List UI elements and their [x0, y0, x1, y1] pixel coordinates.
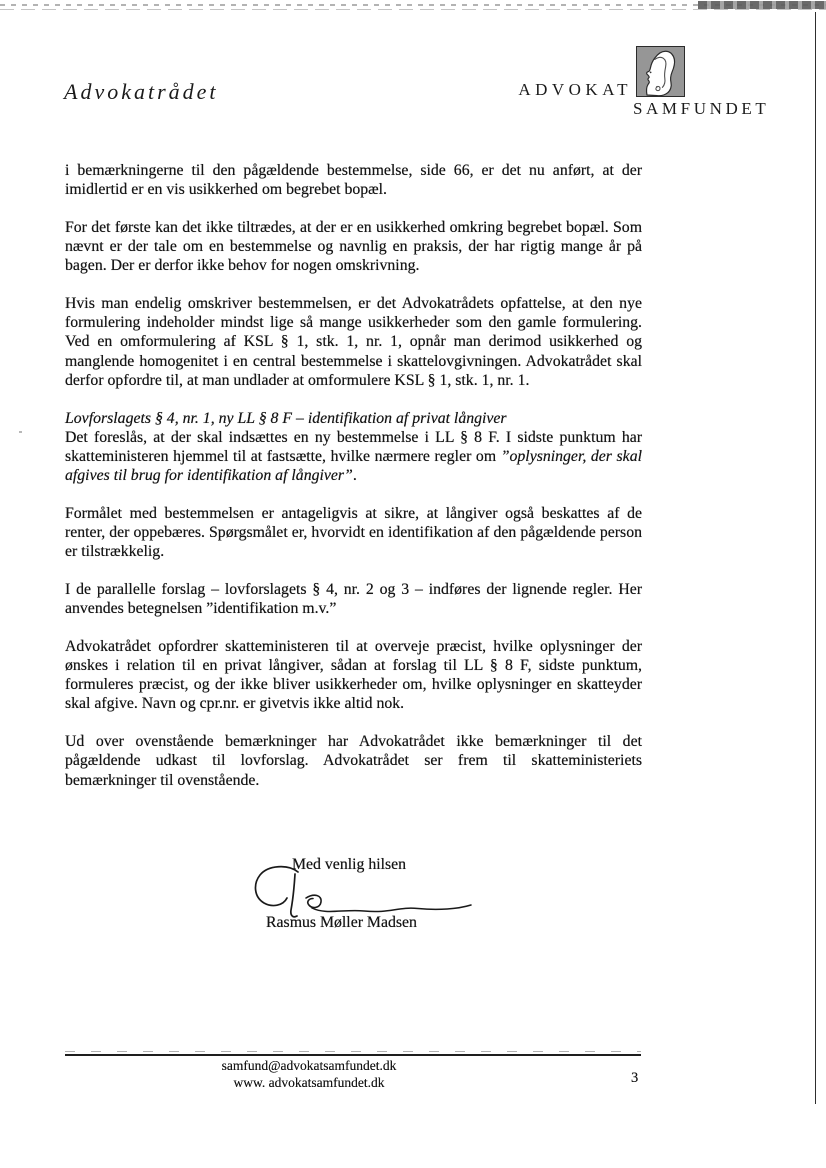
logo-word-samfundet: SAMFUNDET	[633, 99, 770, 118]
paragraph-1: i bemærkningerne til den pågældende bestemmelse, side 66, er det nu anført, at der imidlertid er en vis usikkerhed om begrebet bopæl.	[65, 162, 642, 199]
page-number: 3	[631, 1070, 639, 1086]
paragraph-7: Advokatrådet opfordrer skatteministeren til at overveje præcist, hvilke oplysninger der ønskes i relation til en privat långiver, sådan at forslag til LL § 8 F, sidste punktum, formuleres præcist, og der ikke bliver usikkerheder om, hvilke oplysninger en skatteyder skal afgive. Navn og cpr.nr. er givetvis ikke altid nok.	[65, 637, 642, 713]
paragraph-4-tail: .	[352, 467, 357, 485]
footer-rule-dashes	[65, 1051, 641, 1052]
footer-rule	[65, 1054, 641, 1056]
section-heading: Lovforslagets § 4, nr. 1, ny LL § 8 F – identifikation af privat långiver	[65, 409, 507, 427]
scan-artifact-speck	[19, 431, 22, 433]
paragraph-4-quote: ”oplysninger, der skal afgives til brug for identifikation af långiver”	[65, 447, 642, 485]
paragraph-2: For det første kan det ikke tiltrædes, at der er en usikkerhed omkring begrebet bopæl. Som nævnt er der tale om en bestemmelse og navnlig en praksis, der har rigtig mange år på bagen. Der er derfor ikke behov for nogen omskrivning.	[65, 218, 642, 275]
logo-word-advokat: ADVOKAT	[518, 80, 632, 99]
paragraph-6: I de parallelle forslag – lovforslagets § 4, nr. 2 og 3 – indføres der lignende regler. Her anvendes betegnelsen ”identifikation m.v.”	[65, 580, 642, 618]
closing-block	[252, 852, 532, 942]
scan-artifact-top-dashes-2	[0, 9, 826, 10]
paragraph-5: Formålet med bestemmelsen er antageligvis at sikre, at långiver også beskattes af de renter, der oppebæres. Spørgsmålet er, hvorvidt en identifikation af den pågældende person er tilstrækkelig.	[65, 504, 642, 561]
paragraph-3: Hvis man endelig omskriver bestemmelsen, er det Advokatrådets opfattelse, at den nye formulering indeholder mindst lige så mange usikkerheder som den gamle formulering. Ved en omformulering af KSL § 1, stk. 1, nr. 1, opnår man derimod usikkerhed og manglende homogenitet i en central bestemmelse i skattelovgivningen. Advokatrådet skal derfor opfordre til, at man undlader at omformulere KSL § 1, stk. 1, nr. 1.	[65, 295, 642, 389]
signature-name: Rasmus Møller Madsen	[266, 914, 417, 931]
footer-website: www. advokatsamfundet.dk	[233, 1074, 385, 1090]
letterhead-script-title: Advokatrådet	[64, 79, 219, 104]
paragraph-8: Ud over ovenstående bemærkninger har Advokatrådet ikke bemærkninger til det pågældende udkast til lovforslag. Advokatrådet ser frem til skatteministeriets bemærkninger til ovenstående.	[65, 733, 642, 789]
athena-profile-emblem-icon	[636, 46, 685, 97]
closing-salutation: Med venlig hilsen	[292, 856, 407, 873]
letter-body	[65, 161, 642, 808]
scan-artifact-top-right-smudge	[698, 1, 826, 9]
paragraph-4-lead: Det foreslås, at der skal indsættes en ny bestemmelse i LL § 8 F. I sidste punktum har skatteministeren hjemmel til at fastsætte, hvilke nærmere regler om	[65, 428, 642, 465]
footer-email: samfund@advokatsamfundet.dk	[221, 1058, 397, 1073]
scan-artifact-right-edge-line	[815, 12, 816, 1104]
footer-contact	[65, 1058, 553, 1091]
paragraph-4	[65, 409, 642, 486]
